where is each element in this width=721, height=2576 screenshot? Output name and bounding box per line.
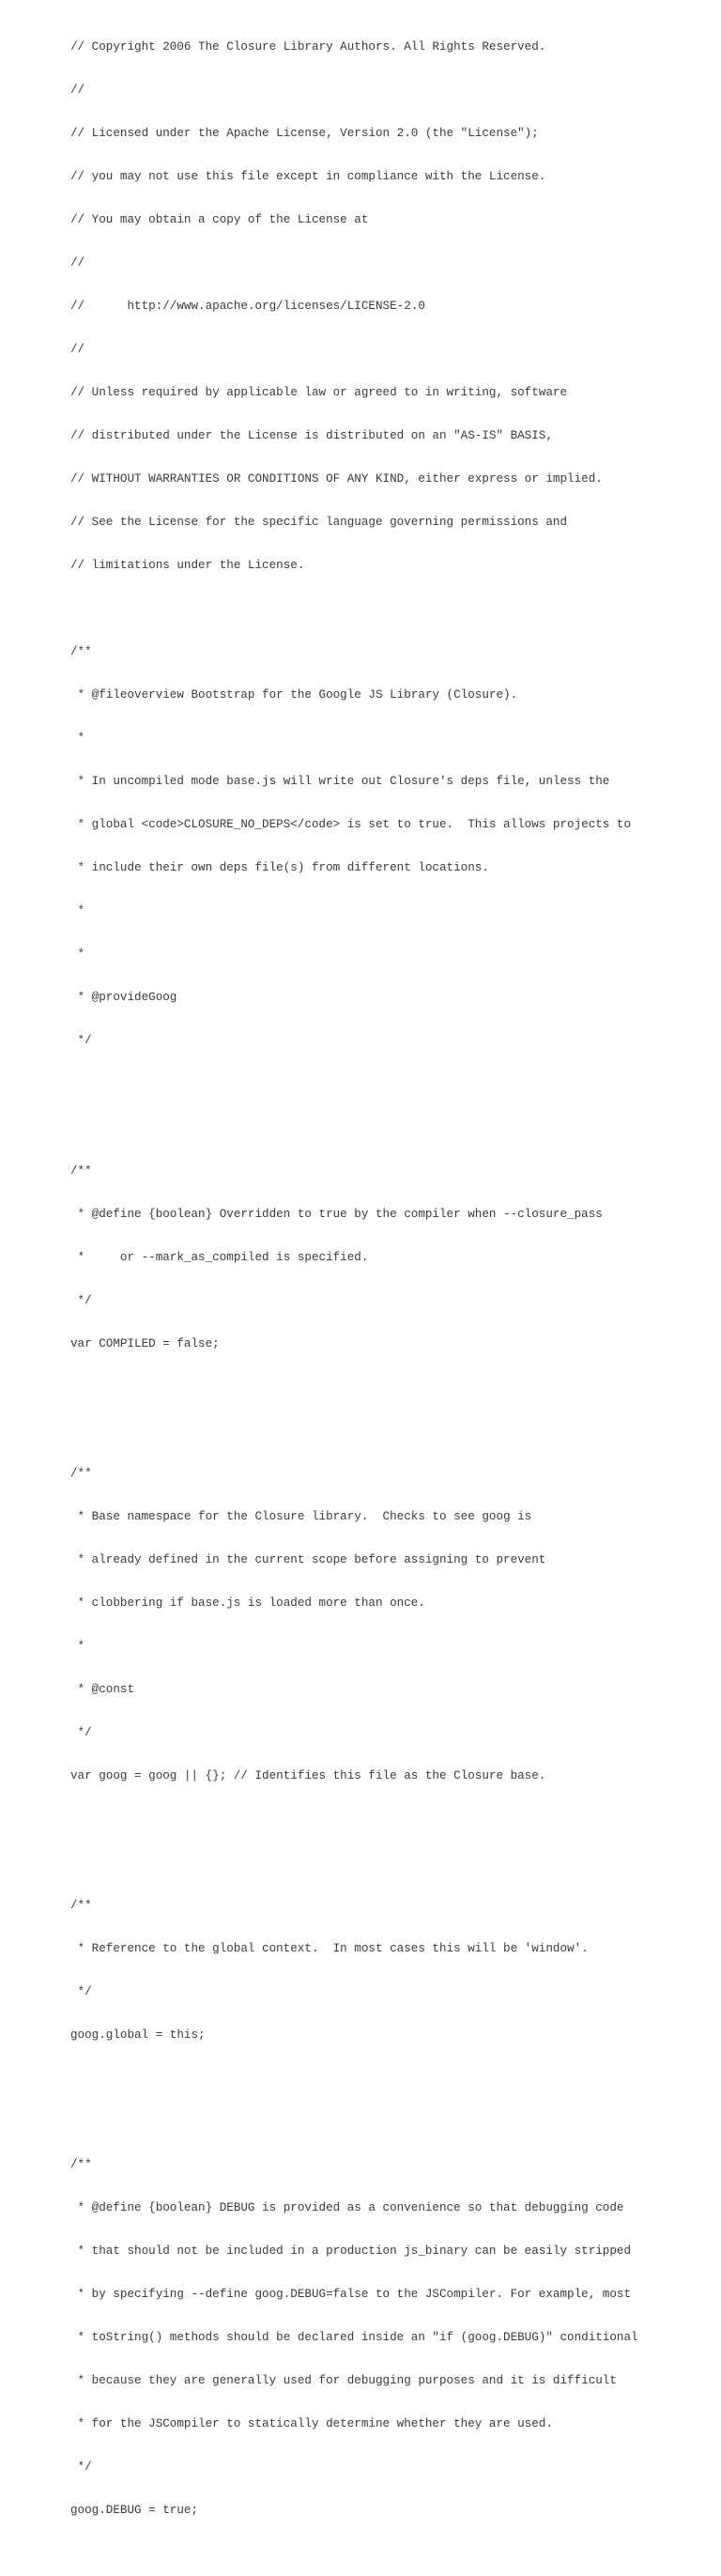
code-line: * In uncompiled mode base.js will write out Closure's deps file, unless the xyxy=(70,775,610,789)
code-line: * by specifying --define goog.DEBUG=false to the JSCompiler. For example, most xyxy=(70,2288,632,2302)
code-line: /** xyxy=(70,1164,92,1178)
code-line: /** xyxy=(70,1466,92,1480)
code-line: // xyxy=(70,342,85,356)
code-line: */ xyxy=(70,2460,92,2475)
code-line xyxy=(70,1381,638,1395)
code-line: * @define {boolean} Overridden to true by the compiler when --closure_pass xyxy=(70,1207,603,1221)
code-line xyxy=(70,2072,638,2086)
code-line: * xyxy=(70,948,85,962)
code-line: var COMPILED = false; xyxy=(70,1336,220,1350)
code-line: * @define {boolean} DEBUG is provided as a convenience so that debugging code xyxy=(70,2201,624,2215)
code-line: * include their own deps file(s) from different locations. xyxy=(70,861,489,875)
code-line: */ xyxy=(70,1725,92,1739)
source-code-block xyxy=(70,11,638,2576)
code-line: * @const xyxy=(70,1682,135,1696)
code-line: /** xyxy=(70,2158,92,2172)
code-line: * already defined in the current scope before assigning to prevent xyxy=(70,1552,546,1566)
code-line xyxy=(70,1077,638,1091)
code-line: // you may not use this file except in compliance with the License. xyxy=(70,169,546,183)
code-line: // distributed under the License is distributed on an "AS-IS" BASIS, xyxy=(70,428,553,442)
code-line: // WITHOUT WARRANTIES OR CONDITIONS OF ANY KIND, either express or implied. xyxy=(70,472,603,486)
code-line: var goog = goog || {}; // Identifies this file as the Closure base. xyxy=(70,1768,546,1782)
code-line: * @provideGoog xyxy=(70,991,177,1005)
code-line xyxy=(70,1424,638,1438)
code-line xyxy=(70,2548,638,2562)
code-line: // See the License for the specific language governing permissions and xyxy=(70,516,568,530)
code-line: * for the JSCompiler to statically determine whether they are used. xyxy=(70,2417,553,2431)
code-line: * or --mark_as_compiled is specified. xyxy=(70,1250,369,1264)
code-line: * because they are generally used for debugging purposes and it is difficult xyxy=(70,2374,617,2388)
code-line: // Unless required by applicable law or agreed to in writing, software xyxy=(70,385,568,399)
code-line: // Copyright 2006 The Closure Library Authors. All Rights Reserved. xyxy=(70,39,546,54)
code-line: // xyxy=(70,255,85,270)
code-line: // http://www.apache.org/licenses/LICENSE-2.0 xyxy=(70,299,425,313)
code-line: * that should not be included in a production js_binary can be easily stripped xyxy=(70,2244,632,2259)
code-line: */ xyxy=(70,1034,92,1048)
code-line: * xyxy=(70,904,85,918)
code-line xyxy=(70,2115,638,2129)
code-line: * xyxy=(70,732,85,746)
code-line xyxy=(70,1120,638,1134)
code-line: // limitations under the License. xyxy=(70,559,305,573)
code-line: * global <code>CLOSURE_NO_DEPS</code> is set to true. This allows projects to xyxy=(70,818,632,832)
code-line: // You may obtain a copy of the License at xyxy=(70,212,369,226)
code-line: /** xyxy=(70,1899,92,1913)
code-line: * toString() methods should be declared inside an "if (goog.DEBUG)" conditional xyxy=(70,2331,638,2345)
code-line: * Reference to the global context. In most cases this will be 'window'. xyxy=(70,1942,589,1956)
code-line: /** xyxy=(70,645,92,659)
code-line: goog.DEBUG = true; xyxy=(70,2504,199,2518)
code-line: // Licensed under the Apache License, Version 2.0 (the "License"); xyxy=(70,126,539,140)
code-line: goog.global = this; xyxy=(70,2028,206,2043)
code-line: */ xyxy=(70,1293,92,1307)
code-line: */ xyxy=(70,1985,92,1999)
code-line: * clobbering if base.js is loaded more than once. xyxy=(70,1596,425,1610)
code-line xyxy=(70,602,638,616)
code-line: * @fileoverview Bootstrap for the Google JS Library (Closure). xyxy=(70,688,518,702)
code-line xyxy=(70,1856,638,1870)
code-line: * xyxy=(70,1639,85,1653)
code-line: * Base namespace for the Closure library. Checks to see goog is xyxy=(70,1509,532,1523)
code-line: // xyxy=(70,83,85,97)
code-line xyxy=(70,1812,638,1827)
